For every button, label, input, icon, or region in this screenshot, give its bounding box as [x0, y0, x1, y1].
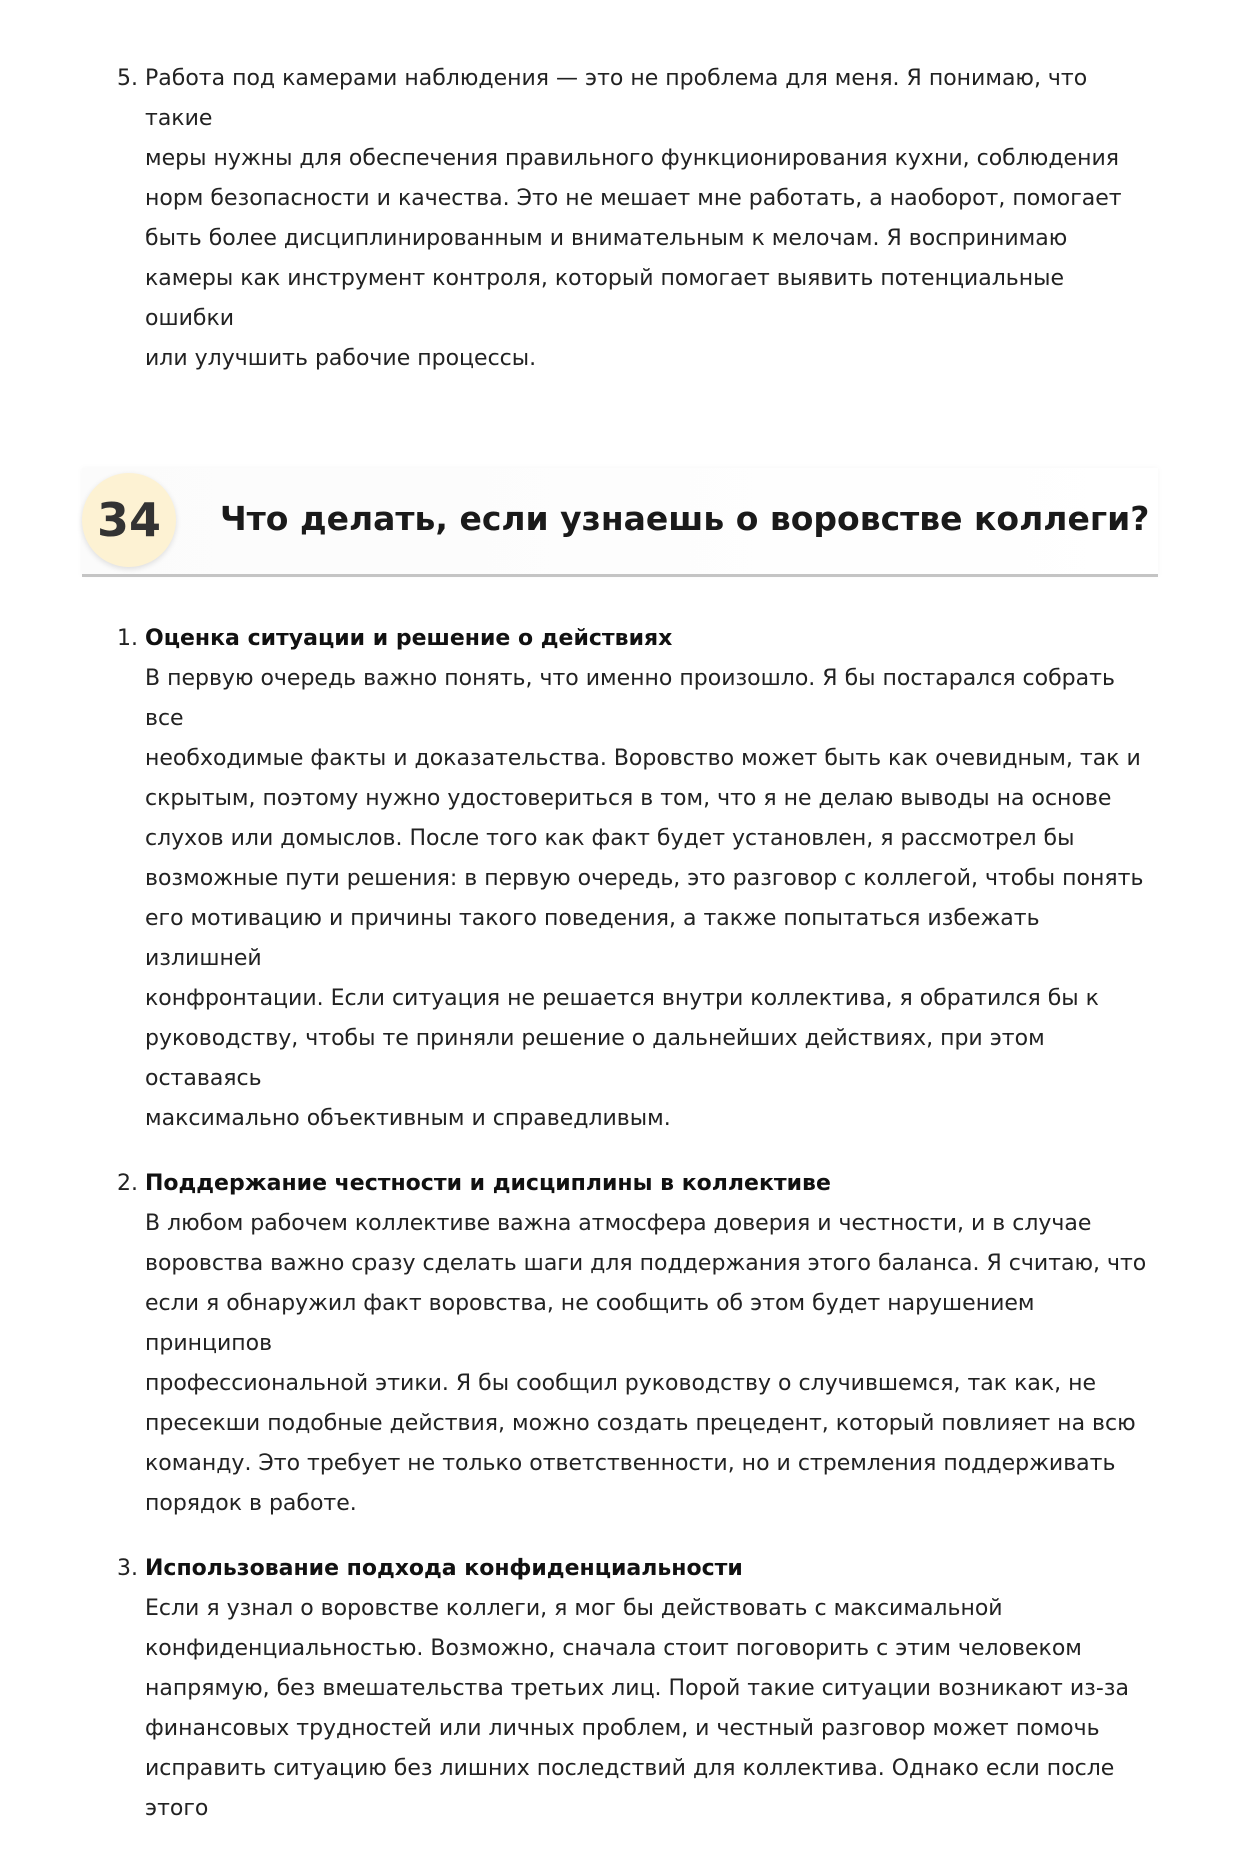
- list-item: [117, 59, 1155, 379]
- list-item-number: 1.: [117, 626, 138, 651]
- list-item-line: скрытым, поэтому нужно удостовериться в том, что я не делаю выводы на основе: [145, 786, 1112, 811]
- list-item-title: Оценка ситуации и решение о действиях: [145, 626, 673, 651]
- list-item-line: исправить ситуацию без лишних последствий для коллектива. Однако если после этого: [145, 1756, 1115, 1821]
- list-item-line: норм безопасности и качества. Это не мешает мне работать, а наоборот, помогает: [145, 186, 1122, 211]
- list-item-line: команду. Это требует не только ответственности, но и стремления поддерживать: [145, 1451, 1116, 1476]
- list-item-line: если я обнаружил факт воровства, не сообщить об этом будет нарушением принципов: [145, 1291, 1035, 1356]
- list-item-line: его мотивацию и причины такого поведения, а также попытаться избежать излишней: [145, 906, 1040, 971]
- list-item-number: 2.: [117, 1171, 138, 1196]
- list-item-line: профессиональной этики. Я бы сообщил руководству о случившемся, так как, не: [145, 1371, 1097, 1396]
- list-item-line: или улучшить рабочие процессы.: [145, 346, 537, 371]
- list-item-line: камеры как инструмент контроля, который помогает выявить потенциальные ошибки: [145, 266, 1065, 331]
- list-item-line: напрямую, без вмешательства третьих лиц. Порой такие ситуации возникают из-за: [145, 1676, 1129, 1701]
- list-item-line: пресекши подобные действия, можно создать прецедент, который повлияет на всю: [145, 1411, 1136, 1436]
- list-item-line: быть более дисциплинированным и внимательным к мелочам. Я воспринимаю: [145, 226, 1068, 251]
- list-item-line: руководству, чтобы те приняли решение о дальнейших действиях, при этом оставаясь: [145, 1026, 1045, 1091]
- list-item-title: Поддержание честности и дисциплины в коллективе: [145, 1171, 831, 1196]
- section-title: Что делать, если узнаешь о воровстве коллеги?: [220, 499, 1150, 538]
- list-item-line: порядок в работе.: [145, 1491, 357, 1516]
- list-item: [117, 619, 1155, 1139]
- list-item-line: воровства важно сразу сделать шаги для поддержания этого баланса. Я считаю, что: [145, 1251, 1147, 1276]
- section-header: [82, 468, 1158, 578]
- list-item-number: 5.: [117, 66, 138, 91]
- list-item-line: слухов или домыслов. После того как факт будет установлен, я рассмотрел бы: [145, 826, 1075, 851]
- list-item-line: максимально объективным и справедливым.: [145, 1106, 671, 1131]
- list-item: [117, 1164, 1155, 1524]
- list-item-line: возможные пути решения: в первую очередь, это разговор с коллегой, чтобы понять: [145, 866, 1144, 891]
- list-item-line: В первую очередь важно понять, что именно произошло. Я бы постарался собрать все: [145, 666, 1115, 731]
- list-item-line: конфронтации. Если ситуация не решается внутри коллектива, я обратился бы к: [145, 986, 1099, 1011]
- main-numbered-list: [117, 619, 1155, 1854]
- top-numbered-list: [117, 59, 1155, 379]
- list-item-line: конфиденциальностью. Возможно, сначала стоит поговорить с этим человеком: [145, 1636, 1082, 1661]
- list-item-title: Использование подхода конфиденциальности: [145, 1556, 743, 1581]
- list-item-line: меры нужны для обеспечения правильного функционирования кухни, соблюдения: [145, 146, 1119, 171]
- list-item-line: В любом рабочем коллективе важна атмосфера доверия и честности, и в случае: [145, 1211, 1092, 1236]
- list-item-line: Если я узнал о воровстве коллеги, я мог бы действовать с максимальной: [145, 1596, 1003, 1621]
- list-item-number: 3.: [117, 1556, 138, 1581]
- list-item-line: финансовых трудностей или личных проблем, и честный разговор может помочь: [145, 1716, 1100, 1741]
- list-item: [117, 1549, 1155, 1829]
- list-item-line: Работа под камерами наблюдения — это не проблема для меня. Я понимаю, что такие: [145, 66, 1088, 131]
- list-item-line: необходимые факты и доказательства. Воровство может быть как очевидным, так и: [145, 746, 1141, 771]
- section-number-badge: 34: [82, 473, 176, 567]
- section-divider: [82, 574, 1158, 577]
